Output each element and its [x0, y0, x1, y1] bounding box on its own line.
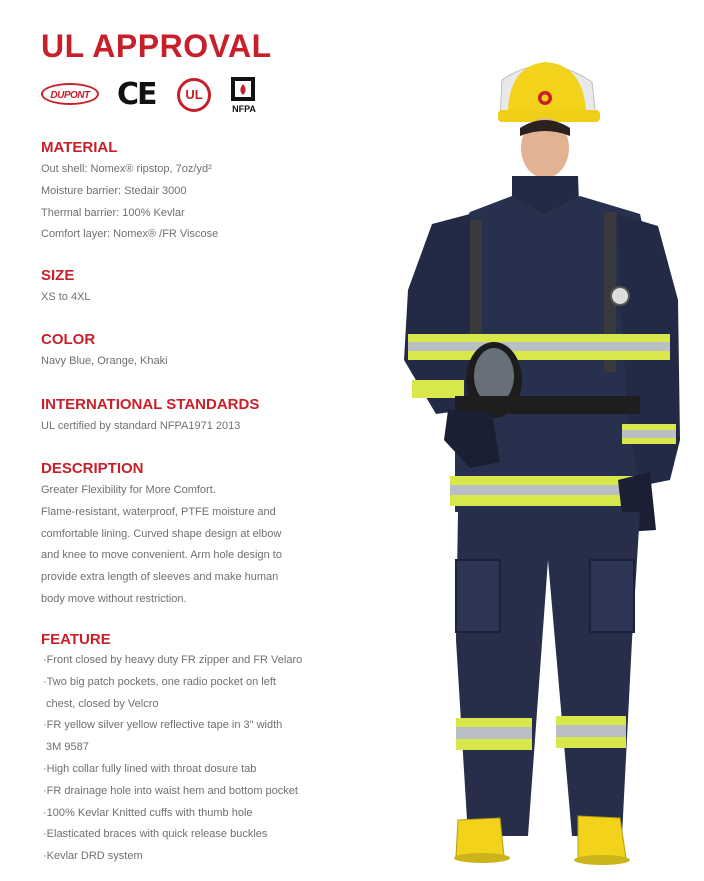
material-heading: MATERIAL [41, 139, 118, 156]
description-line: body move without restriction. [41, 592, 187, 605]
description-line: Greater Flexibility for More Comfort. [41, 484, 216, 496]
standards-text: UL certified by standard NFPA1971 2013 [41, 420, 241, 432]
feature-line: chest, closed by Velcro [46, 697, 159, 710]
ce-mark-logo: CE [117, 77, 156, 112]
feature-section [41, 631, 341, 868]
page-title: UL APPROVAL [41, 28, 272, 64]
feature-line: ·FR drainage hole into waist hem and bottom pocket [43, 784, 298, 797]
feature-heading: FEATURE [41, 631, 111, 648]
helmet-icon [498, 62, 600, 122]
feature-line: ·Two big patch pockets, one radio pocket on left [43, 675, 276, 688]
size-heading: SIZE [41, 267, 75, 284]
feature-line: ·High collar fully lined with throat dosure tab [43, 762, 257, 775]
feature-line: ·100% Kevlar Knitted cuffs with thumb hole [43, 806, 253, 819]
description-line: and knee to move convenient. Arm hole design to [41, 549, 282, 562]
color-section [41, 331, 341, 373]
description-line: Flame-resistant, waterproof, PTFE moisture and [41, 505, 276, 518]
size-section [41, 267, 341, 309]
material-line: Thermal barrier: 100% Kevlar [41, 206, 185, 219]
feature-line: 3M 9587 [46, 741, 89, 754]
dupont-logo: DUPONT [41, 83, 99, 105]
standards-section [41, 396, 341, 438]
standards-heading: INTERNATIONAL STANDARDS [41, 396, 260, 413]
ul-logo: UL [177, 78, 211, 112]
description-line: provide extra length of sleeves and make human [41, 571, 279, 584]
feature-line: ·Front closed by heavy duty FR zipper and FR Velaro [43, 654, 303, 666]
color-text: Navy Blue, Orange, Khaki [41, 355, 168, 367]
feature-line: ·Kevlar DRD system [43, 850, 143, 863]
material-line: Comfort layer: Nomex® /FR Viscose [41, 228, 219, 241]
material-line: Out shell: Nomex® ripstop, 7oz/yd² [41, 163, 212, 175]
material-line: Moisture barrier: Stedair 3000 [41, 184, 187, 197]
firefighter-suit-photo [380, 50, 700, 876]
color-heading: COLOR [41, 331, 96, 348]
size-text: XS to 4XL [41, 291, 91, 303]
description-section [41, 460, 341, 611]
feature-line: ·Elasticated braces with quick release buckles [43, 828, 268, 841]
material-section [41, 139, 341, 246]
description-heading: DESCRIPTION [41, 460, 144, 477]
description-line: comfortable lining. Curved shape design at elbow [41, 527, 282, 540]
nfpa-logo [227, 76, 261, 114]
nfpa-logo-text: NFPA [232, 104, 256, 114]
certification-logos [41, 78, 281, 114]
feature-line: ·FR yellow silver yellow reflective tape in 3" width [43, 719, 283, 732]
